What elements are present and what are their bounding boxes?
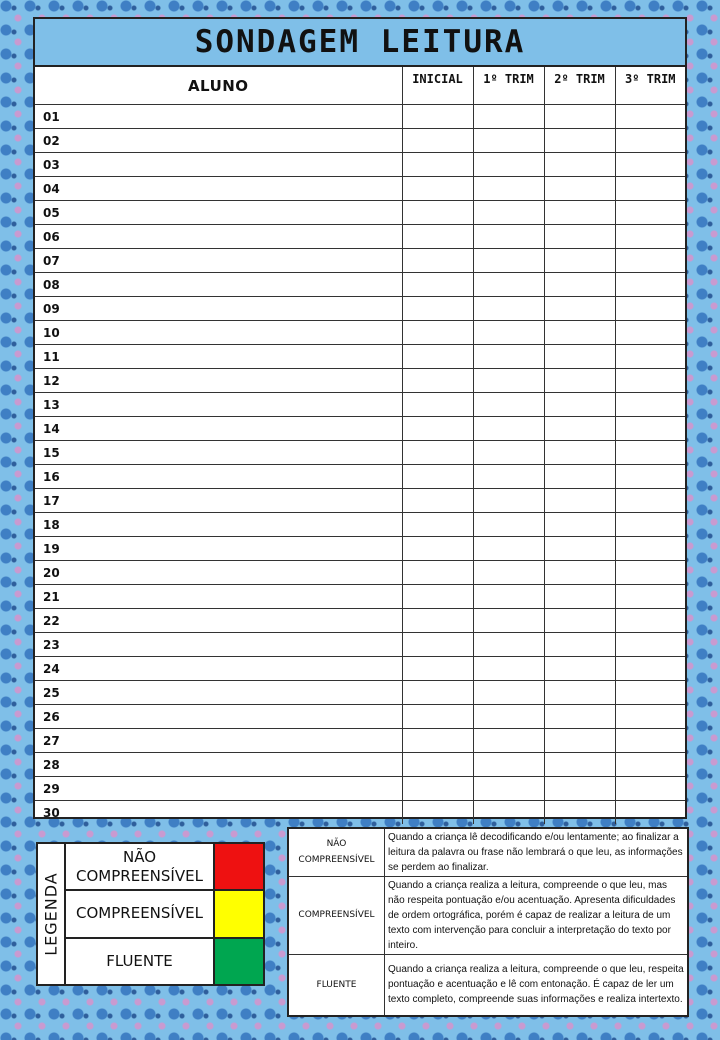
cell-1-trim[interactable] (473, 801, 544, 825)
table-row (35, 777, 685, 801)
cell-inicial[interactable] (402, 561, 473, 585)
table-row (35, 633, 685, 657)
cell-2-trim[interactable] (544, 729, 615, 753)
cell-inicial[interactable] (402, 465, 473, 489)
table-row (35, 465, 685, 489)
table-row (35, 561, 685, 585)
cell-1-trim[interactable] (473, 489, 544, 513)
description-row (289, 954, 687, 1015)
cell-3-trim[interactable] (615, 753, 685, 777)
student-number[interactable]: 13 (35, 393, 402, 417)
table-row (35, 153, 685, 177)
cell-3-trim[interactable] (615, 609, 685, 633)
legend-row-compreensivel (66, 891, 263, 938)
table-row (35, 705, 685, 729)
cell-3-trim[interactable] (615, 369, 685, 393)
table-row (35, 129, 685, 153)
student-number[interactable]: 02 (35, 129, 402, 153)
cell-inicial[interactable] (402, 537, 473, 561)
cell-3-trim[interactable] (615, 633, 685, 657)
cell-3-trim[interactable] (615, 249, 685, 273)
header-3-trim: 3º TRIM (615, 67, 685, 105)
cell-inicial[interactable] (402, 777, 473, 801)
cell-inicial[interactable] (402, 753, 473, 777)
green-swatch (213, 939, 263, 984)
cell-2-trim[interactable] (544, 273, 615, 297)
table-row (35, 177, 685, 201)
cell-1-trim[interactable] (473, 249, 544, 273)
cell-2-trim[interactable] (544, 681, 615, 705)
cell-1-trim[interactable] (473, 225, 544, 249)
cell-inicial[interactable] (402, 609, 473, 633)
cell-inicial[interactable] (402, 513, 473, 537)
cell-inicial[interactable] (402, 417, 473, 441)
cell-2-trim[interactable] (544, 153, 615, 177)
cell-inicial[interactable] (402, 153, 473, 177)
cell-3-trim[interactable] (615, 801, 685, 825)
cell-3-trim[interactable] (615, 297, 685, 321)
cell-inicial[interactable] (402, 441, 473, 465)
cell-inicial[interactable] (402, 225, 473, 249)
cell-2-trim[interactable] (544, 657, 615, 681)
page-title: SONDAGEM LEITURA (194, 24, 526, 60)
cell-1-trim[interactable] (473, 345, 544, 369)
student-number[interactable]: 05 (35, 201, 402, 225)
level-descriptions-table (287, 827, 689, 1017)
cell-1-trim[interactable] (473, 705, 544, 729)
table-row (35, 345, 685, 369)
cell-3-trim[interactable] (615, 441, 685, 465)
cell-2-trim[interactable] (544, 105, 615, 129)
table-row (35, 681, 685, 705)
cell-3-trim[interactable] (615, 729, 685, 753)
cell-inicial[interactable] (402, 249, 473, 273)
student-number[interactable]: 01 (35, 105, 402, 129)
header-1-trim: 1º TRIM (473, 67, 544, 105)
table-row (35, 537, 685, 561)
cell-3-trim[interactable] (615, 513, 685, 537)
cell-2-trim[interactable] (544, 585, 615, 609)
cell-inicial[interactable] (402, 633, 473, 657)
legend-label: NÃO COMPREENSÍVEL (76, 847, 203, 885)
student-number[interactable]: 24 (35, 657, 402, 681)
cell-2-trim[interactable] (544, 441, 615, 465)
student-number[interactable]: 23 (35, 633, 402, 657)
student-number[interactable]: 09 (35, 297, 402, 321)
cell-2-trim[interactable] (544, 705, 615, 729)
cell-3-trim[interactable] (615, 585, 685, 609)
student-number[interactable]: 18 (35, 513, 402, 537)
legend-box (36, 842, 265, 986)
table-row (35, 513, 685, 537)
student-number[interactable]: 22 (35, 609, 402, 633)
level-name: FLUENTE (289, 954, 385, 1015)
cell-1-trim[interactable] (473, 777, 544, 801)
table-header-row (35, 67, 685, 105)
student-number[interactable]: 07 (35, 249, 402, 273)
cell-inicial[interactable] (402, 129, 473, 153)
student-number[interactable]: 12 (35, 369, 402, 393)
legend-row-fluente (66, 939, 263, 984)
level-description: Quando a criança realiza a leitura, compreende o que leu, mas não respeita pontuação e/ou acentuação. Apresenta dificuldades de ordem ortográfica, porém é capaz de realizar a leitura de um texto com intervenção para concluir a interpretação do texto por inteiro. (385, 876, 688, 954)
cell-3-trim[interactable] (615, 657, 685, 681)
cell-2-trim[interactable] (544, 513, 615, 537)
cell-3-trim[interactable] (615, 465, 685, 489)
cell-1-trim[interactable] (473, 441, 544, 465)
cell-inicial[interactable] (402, 273, 473, 297)
student-number[interactable]: 30 (35, 801, 402, 825)
cell-3-trim[interactable] (615, 321, 685, 345)
cell-1-trim[interactable] (473, 105, 544, 129)
cell-2-trim[interactable] (544, 633, 615, 657)
student-number[interactable]: 21 (35, 585, 402, 609)
cell-1-trim[interactable] (473, 537, 544, 561)
cell-2-trim[interactable] (544, 489, 615, 513)
cell-3-trim[interactable] (615, 777, 685, 801)
cell-3-trim[interactable] (615, 129, 685, 153)
student-number[interactable]: 10 (35, 321, 402, 345)
cell-2-trim[interactable] (544, 369, 615, 393)
cell-inicial[interactable] (402, 681, 473, 705)
cell-inicial[interactable] (402, 297, 473, 321)
table-row (35, 201, 685, 225)
cell-inicial[interactable] (402, 393, 473, 417)
legend-row-nao-compreensivel (66, 844, 263, 891)
cell-1-trim[interactable] (473, 657, 544, 681)
cell-2-trim[interactable] (544, 225, 615, 249)
cell-2-trim[interactable] (544, 297, 615, 321)
level-description: Quando a criança lê decodificando e/ou lentamente; ao finalizar a leitura da palavra ou frase não lembrará o que leu, as informações se perdem ao finalizar. (385, 829, 688, 876)
cell-1-trim[interactable] (473, 609, 544, 633)
header-2-trim: 2º TRIM (544, 67, 615, 105)
student-number[interactable]: 04 (35, 177, 402, 201)
student-number[interactable]: 27 (35, 729, 402, 753)
cell-1-trim[interactable] (473, 681, 544, 705)
cell-inicial[interactable] (402, 801, 473, 825)
cell-1-trim[interactable] (473, 273, 544, 297)
table-row (35, 609, 685, 633)
cell-inicial[interactable] (402, 705, 473, 729)
cell-3-trim[interactable] (615, 225, 685, 249)
cell-inicial[interactable] (402, 201, 473, 225)
cell-3-trim[interactable] (615, 201, 685, 225)
legend-title-cell (38, 844, 66, 984)
table-row (35, 393, 685, 417)
cell-3-trim[interactable] (615, 345, 685, 369)
student-number[interactable]: 11 (35, 345, 402, 369)
cell-inicial[interactable] (402, 321, 473, 345)
table-row (35, 249, 685, 273)
cell-3-trim[interactable] (615, 417, 685, 441)
cell-2-trim[interactable] (544, 321, 615, 345)
cell-3-trim[interactable] (615, 489, 685, 513)
legend-label: FLUENTE (106, 951, 173, 970)
cell-2-trim[interactable] (544, 537, 615, 561)
table-row (35, 441, 685, 465)
cell-1-trim[interactable] (473, 417, 544, 441)
cell-inicial[interactable] (402, 345, 473, 369)
cell-2-trim[interactable] (544, 129, 615, 153)
table-row (35, 273, 685, 297)
cell-3-trim[interactable] (615, 705, 685, 729)
cell-1-trim[interactable] (473, 369, 544, 393)
table-row (35, 105, 685, 129)
cell-inicial[interactable] (402, 105, 473, 129)
table-row (35, 417, 685, 441)
cell-1-trim[interactable] (473, 297, 544, 321)
table-row (35, 753, 685, 777)
cell-3-trim[interactable] (615, 153, 685, 177)
cell-1-trim[interactable] (473, 753, 544, 777)
reading-survey-sheet (33, 17, 687, 819)
table-row (35, 801, 685, 825)
cell-inicial[interactable] (402, 729, 473, 753)
cell-2-trim[interactable] (544, 249, 615, 273)
cell-1-trim[interactable] (473, 729, 544, 753)
cell-inicial[interactable] (402, 369, 473, 393)
student-number[interactable]: 03 (35, 153, 402, 177)
cell-1-trim[interactable] (473, 465, 544, 489)
cell-1-trim[interactable] (473, 201, 544, 225)
cell-2-trim[interactable] (544, 753, 615, 777)
student-number[interactable]: 06 (35, 225, 402, 249)
legend-title: LEGENDA (41, 872, 61, 956)
cell-1-trim[interactable] (473, 321, 544, 345)
cell-3-trim[interactable] (615, 561, 685, 585)
student-number[interactable]: 28 (35, 753, 402, 777)
table-row (35, 729, 685, 753)
cell-2-trim[interactable] (544, 177, 615, 201)
cell-inicial[interactable] (402, 177, 473, 201)
student-number[interactable]: 16 (35, 465, 402, 489)
cell-3-trim[interactable] (615, 105, 685, 129)
legend-label: COMPREENSÍVEL (76, 904, 203, 923)
student-number[interactable]: 08 (35, 273, 402, 297)
cell-3-trim[interactable] (615, 681, 685, 705)
table-row (35, 297, 685, 321)
table-row (35, 585, 685, 609)
level-name: NÃO COMPREENSÍVEL (289, 829, 385, 876)
student-number[interactable]: 14 (35, 417, 402, 441)
cell-2-trim[interactable] (544, 465, 615, 489)
title-bar (35, 19, 685, 67)
red-swatch (213, 844, 263, 889)
table-row (35, 225, 685, 249)
description-row (289, 876, 687, 954)
cell-2-trim[interactable] (544, 777, 615, 801)
student-number[interactable]: 25 (35, 681, 402, 705)
level-description: Quando a criança realiza a leitura, compreende o que leu, respeita pontuação e acentuação e lê com entonação. É capaz de ler um texto completo, compreende suas informações e realiza intertexto. (385, 954, 688, 1015)
cell-inicial[interactable] (402, 657, 473, 681)
header-aluno: ALUNO (35, 67, 402, 105)
cell-1-trim[interactable] (473, 513, 544, 537)
student-number[interactable]: 29 (35, 777, 402, 801)
student-number[interactable]: 26 (35, 705, 402, 729)
cell-2-trim[interactable] (544, 561, 615, 585)
cell-inicial[interactable] (402, 489, 473, 513)
student-table (35, 67, 685, 824)
header-inicial: INICIAL (402, 67, 473, 105)
description-row (289, 829, 687, 876)
student-number[interactable]: 17 (35, 489, 402, 513)
student-number[interactable]: 19 (35, 537, 402, 561)
cell-2-trim[interactable] (544, 201, 615, 225)
cell-3-trim[interactable] (615, 177, 685, 201)
table-row (35, 321, 685, 345)
cell-3-trim[interactable] (615, 537, 685, 561)
level-name: COMPREENSÍVEL (289, 876, 385, 954)
cell-3-trim[interactable] (615, 273, 685, 297)
cell-3-trim[interactable] (615, 393, 685, 417)
cell-2-trim[interactable] (544, 345, 615, 369)
student-number[interactable]: 15 (35, 441, 402, 465)
cell-1-trim[interactable] (473, 561, 544, 585)
table-row (35, 489, 685, 513)
cell-1-trim[interactable] (473, 633, 544, 657)
cell-2-trim[interactable] (544, 609, 615, 633)
cell-1-trim[interactable] (473, 129, 544, 153)
cell-2-trim[interactable] (544, 417, 615, 441)
cell-2-trim[interactable] (544, 801, 615, 825)
yellow-swatch (213, 891, 263, 936)
student-number[interactable]: 20 (35, 561, 402, 585)
cell-1-trim[interactable] (473, 393, 544, 417)
cell-inicial[interactable] (402, 585, 473, 609)
table-row (35, 369, 685, 393)
table-row (35, 657, 685, 681)
cell-2-trim[interactable] (544, 393, 615, 417)
cell-1-trim[interactable] (473, 177, 544, 201)
cell-1-trim[interactable] (473, 153, 544, 177)
cell-1-trim[interactable] (473, 585, 544, 609)
